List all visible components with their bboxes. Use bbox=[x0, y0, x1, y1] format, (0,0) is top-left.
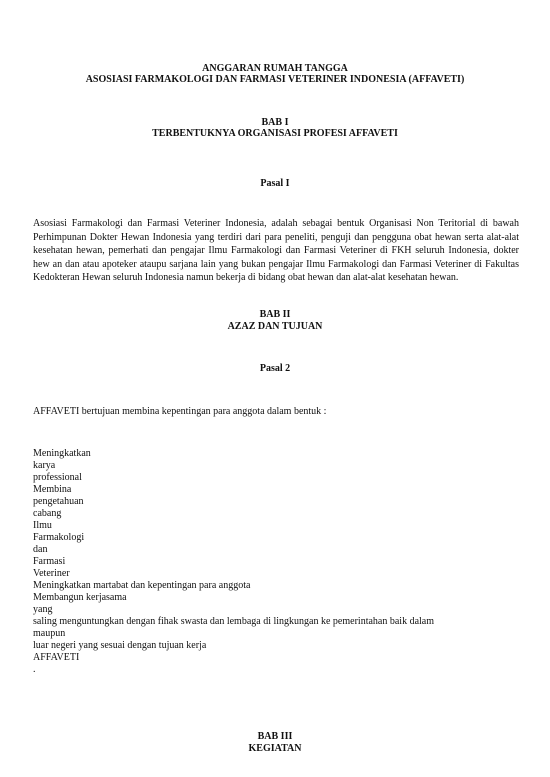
list-item: AFFAVETI bbox=[33, 652, 80, 663]
list-item: saling menguntungkan dengan fihak swasta dan lembaga di lingkungan ke pemerintahan baik dalam bbox=[33, 616, 434, 627]
doc-title-line1: ANGGARAN RUMAH TANGGA bbox=[202, 63, 348, 74]
list-item: dan bbox=[33, 544, 48, 555]
bab2-pasal: Pasal 2 bbox=[259, 363, 291, 374]
list-item: yang bbox=[33, 604, 53, 615]
bab2-title: AZAZ DAN TUJUAN bbox=[227, 321, 323, 332]
bab1-paragraph: Asosiasi Farmakologi dan Farmasi Veteriner Indonesia, adalah sebagai bentuk Organisasi Non Teritorial di bawah Perhimpunan Dokter Hewan Indonesia yang terdiri dari para peneliti, penguji dan pengguna obat hewan serta alat-alat kesehatan hewan, pemerhati dan pengajar Ilmu Farmakologi dan Farmasi Veteriner di FKH seluruh Indonesia, dokter hew an dan atau apoteker ataupu sarjana lain yang bukan pengajar Ilmu Farmakologi dan Farmasi Veteriner di Fakultas Kedokteran Hewan seluruh Indonesia namun bekerja di bidang obat hewan dan alat-alat kesehatan hewan. bbox=[33, 218, 519, 284]
list-item: Ilmu bbox=[33, 520, 52, 531]
bab3-title: KEGIATAN bbox=[248, 743, 302, 754]
bab1-label: BAB I bbox=[261, 117, 289, 128]
list-item: pengetahuan bbox=[33, 496, 84, 507]
bab1-title: TERBENTUKNYA ORGANISASI PROFESI AFFAVETI bbox=[152, 128, 398, 139]
list-item: Membina bbox=[33, 484, 72, 495]
list-item: luar negeri yang sesuai dengan tujuan kerja bbox=[33, 640, 207, 651]
list-item: Membangun kerjasama bbox=[33, 592, 127, 603]
list-item: karya bbox=[33, 460, 56, 471]
list-item: cabang bbox=[33, 508, 62, 519]
list-item: . bbox=[33, 664, 36, 675]
list-item: Meningkatkan martabat dan kepentingan para anggota bbox=[33, 580, 251, 591]
list-item: Farmasi bbox=[33, 556, 66, 567]
doc-title-line2: ASOSIASI FARMAKOLOGI DAN FARMASI VETERINER INDONESIA (AFFAVETI) bbox=[85, 74, 465, 85]
list-item: Veteriner bbox=[33, 568, 70, 579]
bab2-label: BAB II bbox=[259, 309, 291, 320]
bab3-label: BAB III bbox=[257, 731, 293, 742]
list-item: maupun bbox=[33, 628, 66, 639]
list-item: Farmakologi bbox=[33, 532, 85, 543]
list-item: professional bbox=[33, 472, 82, 483]
list-item: Meningkatkan bbox=[33, 448, 91, 459]
bab1-pasal: Pasal I bbox=[260, 178, 290, 189]
bab2-intro: AFFAVETI bertujuan membina kepentingan para anggota dalam bentuk : bbox=[33, 406, 327, 417]
